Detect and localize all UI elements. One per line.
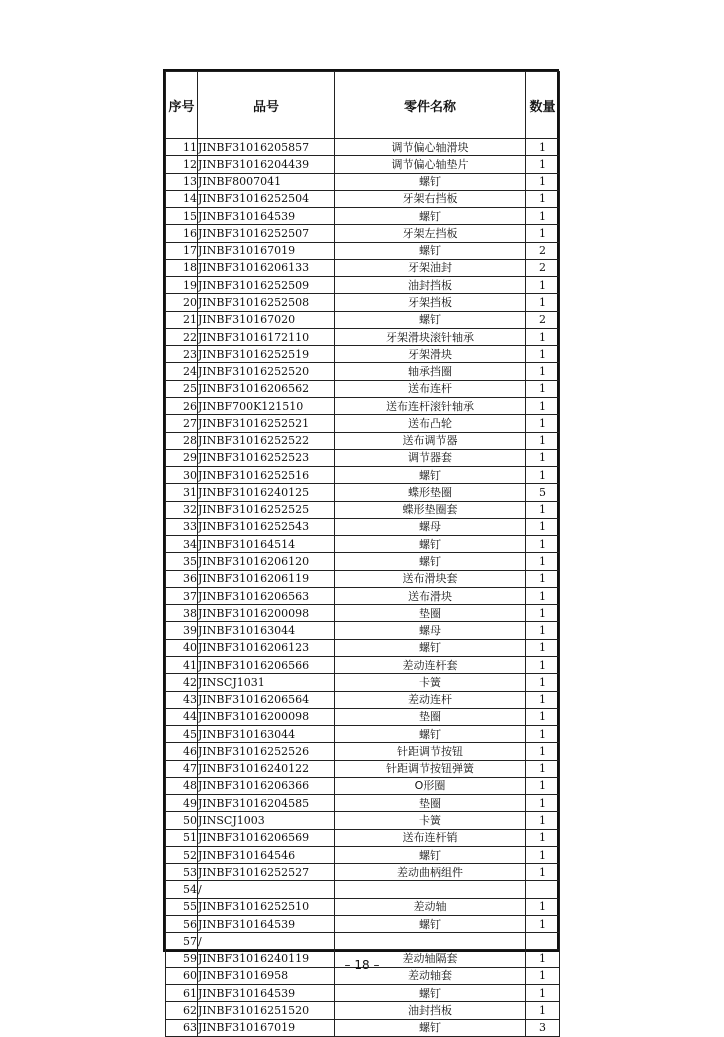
page-number: – 18 –	[344, 958, 380, 972]
cell-quantity: 1	[526, 812, 560, 829]
cell-serial-no: 35	[166, 553, 198, 570]
cell-part-code: JINBF31016206563	[198, 587, 335, 604]
cell-quantity: 1	[526, 380, 560, 397]
cell-part-code: /	[198, 933, 335, 950]
cell-serial-no: 45	[166, 726, 198, 743]
cell-serial-no: 20	[166, 294, 198, 311]
cell-part-code: JINBF31016252516	[198, 467, 335, 484]
cell-quantity: 1	[526, 708, 560, 725]
table-row	[166, 656, 560, 673]
cell-serial-no: 49	[166, 795, 198, 812]
cell-quantity: 1	[526, 225, 560, 242]
cell-quantity: 3	[526, 1019, 560, 1036]
header-quantity: 数量	[526, 72, 560, 139]
cell-quantity: 1	[526, 795, 560, 812]
table-row	[166, 225, 560, 242]
cell-part-name: O形圈	[335, 777, 526, 794]
cell-part-name: 送布滑块	[335, 587, 526, 604]
cell-part-name: 油封挡板	[335, 1002, 526, 1019]
table-row	[166, 190, 560, 207]
cell-part-code: JINBF31016252508	[198, 294, 335, 311]
cell-part-name: 送布凸轮	[335, 415, 526, 432]
cell-quantity: 1	[526, 277, 560, 294]
cell-quantity: 1	[526, 656, 560, 673]
cell-part-name: 螺钉	[335, 846, 526, 863]
cell-part-code: JINBF31016240122	[198, 760, 335, 777]
table-row	[166, 259, 560, 276]
cell-serial-no: 42	[166, 674, 198, 691]
cell-quantity: 1	[526, 570, 560, 587]
cell-quantity: 1	[526, 553, 560, 570]
cell-serial-no: 46	[166, 743, 198, 760]
table-row	[166, 639, 560, 656]
cell-serial-no: 33	[166, 518, 198, 535]
cell-serial-no: 51	[166, 829, 198, 846]
cell-part-name	[335, 881, 526, 898]
cell-part-code: JINBF31016252504	[198, 190, 335, 207]
table-row	[166, 346, 560, 363]
cell-part-name: 差动曲柄组件	[335, 864, 526, 881]
cell-quantity: 5	[526, 484, 560, 501]
cell-quantity: 1	[526, 898, 560, 915]
table-row	[166, 812, 560, 829]
cell-part-name: 螺钉	[335, 173, 526, 190]
table-row	[166, 432, 560, 449]
cell-serial-no: 55	[166, 898, 198, 915]
cell-part-code: JINBF31016252521	[198, 415, 335, 432]
cell-serial-no: 56	[166, 915, 198, 932]
cell-part-code: JINBF31016252523	[198, 449, 335, 466]
table-row	[166, 242, 560, 259]
cell-part-code: JINBF31016206123	[198, 639, 335, 656]
cell-quantity: 1	[526, 915, 560, 932]
cell-quantity: 1	[526, 328, 560, 345]
table-row	[166, 743, 560, 760]
cell-quantity: 1	[526, 190, 560, 207]
cell-part-code: JINBF31016252520	[198, 363, 335, 380]
cell-part-name: 牙架右挡板	[335, 190, 526, 207]
cell-part-code: JINBF31016252519	[198, 346, 335, 363]
cell-part-code: JINBF31016204439	[198, 156, 335, 173]
cell-part-name: 送布连杆销	[335, 829, 526, 846]
table-row	[166, 1019, 560, 1036]
table-row	[166, 1002, 560, 1019]
table-row	[166, 864, 560, 881]
cell-part-name: 垫圈	[335, 605, 526, 622]
cell-part-code: JINBF31016206120	[198, 553, 335, 570]
cell-serial-no: 52	[166, 846, 198, 863]
cell-part-code: JINBF310163044	[198, 622, 335, 639]
cell-serial-no: 23	[166, 346, 198, 363]
cell-part-code: JINBF31016206566	[198, 656, 335, 673]
cell-part-name: 牙架左挡板	[335, 225, 526, 242]
cell-part-code: JINBF31016200098	[198, 605, 335, 622]
table-row	[166, 726, 560, 743]
cell-part-code: JINBF8007041	[198, 173, 335, 190]
cell-part-code: JINBF31016958	[198, 967, 335, 984]
cell-quantity: 1	[526, 467, 560, 484]
table-row	[166, 985, 560, 1002]
cell-part-name: 送布滑块套	[335, 570, 526, 587]
cell-part-name	[335, 933, 526, 950]
cell-part-code: JINSCJ1003	[198, 812, 335, 829]
cell-part-name: 差动连杆	[335, 691, 526, 708]
cell-serial-no: 24	[166, 363, 198, 380]
header-part-code: 品号	[198, 72, 335, 139]
table-row	[166, 311, 560, 328]
cell-quantity: 1	[526, 743, 560, 760]
cell-part-name: 牙架挡板	[335, 294, 526, 311]
cell-part-code: JINBF310164539	[198, 985, 335, 1002]
cell-serial-no: 59	[166, 950, 198, 967]
cell-quantity: 1	[526, 294, 560, 311]
cell-serial-no: 47	[166, 760, 198, 777]
cell-quantity: 1	[526, 518, 560, 535]
cell-quantity: 1	[526, 622, 560, 639]
table-row	[166, 933, 560, 950]
cell-quantity: 1	[526, 760, 560, 777]
header-part-name: 零件名称	[335, 72, 526, 139]
cell-serial-no: 38	[166, 605, 198, 622]
table-row	[166, 173, 560, 190]
cell-part-name: 针距调节按钮	[335, 743, 526, 760]
table-row	[166, 829, 560, 846]
cell-part-code: JINBF31016240119	[198, 950, 335, 967]
cell-part-code: JINBF310167020	[198, 311, 335, 328]
cell-serial-no: 36	[166, 570, 198, 587]
cell-part-code: JINBF31016240125	[198, 484, 335, 501]
table-row	[166, 363, 560, 380]
cell-serial-no: 21	[166, 311, 198, 328]
cell-part-name: 差动轴	[335, 898, 526, 915]
cell-serial-no: 16	[166, 225, 198, 242]
table-row	[166, 587, 560, 604]
cell-serial-no: 27	[166, 415, 198, 432]
table-row	[166, 467, 560, 484]
cell-part-name: 蝶形垫圈	[335, 484, 526, 501]
cell-quantity: 1	[526, 397, 560, 414]
cell-quantity: 1	[526, 864, 560, 881]
cell-quantity: 1	[526, 415, 560, 432]
cell-part-name: 螺钉	[335, 1019, 526, 1036]
table-row	[166, 881, 560, 898]
cell-part-name: 油封挡板	[335, 277, 526, 294]
table-header-row	[166, 72, 560, 139]
cell-part-name: 垫圈	[335, 708, 526, 725]
cell-quantity: 1	[526, 363, 560, 380]
parts-table	[165, 71, 560, 1037]
cell-part-name: 轴承挡圈	[335, 363, 526, 380]
table-row	[166, 915, 560, 932]
cell-quantity: 1	[526, 156, 560, 173]
cell-serial-no: 50	[166, 812, 198, 829]
cell-part-name: 牙架滑块	[335, 346, 526, 363]
table-row	[166, 708, 560, 725]
cell-part-code: JINBF31016200098	[198, 708, 335, 725]
cell-serial-no: 12	[166, 156, 198, 173]
cell-serial-no: 63	[166, 1019, 198, 1036]
cell-quantity: 1	[526, 432, 560, 449]
cell-serial-no: 32	[166, 501, 198, 518]
table-row	[166, 553, 560, 570]
cell-part-code: JINBF31016172110	[198, 328, 335, 345]
cell-serial-no: 60	[166, 967, 198, 984]
cell-serial-no: 13	[166, 173, 198, 190]
cell-part-code: JINBF31016252522	[198, 432, 335, 449]
header-serial-no: 序号	[166, 72, 198, 139]
cell-part-name: 送布连杆滚针轴承	[335, 397, 526, 414]
table-row	[166, 277, 560, 294]
cell-quantity: 1	[526, 846, 560, 863]
table-row	[166, 622, 560, 639]
cell-part-name: 差动轴套	[335, 967, 526, 984]
cell-part-code: JINBF310164539	[198, 915, 335, 932]
cell-serial-no: 15	[166, 208, 198, 225]
cell-serial-no: 43	[166, 691, 198, 708]
cell-quantity: 2	[526, 259, 560, 276]
cell-part-name: 牙架滑块滚针轴承	[335, 328, 526, 345]
cell-serial-no: 19	[166, 277, 198, 294]
cell-quantity: 1	[526, 587, 560, 604]
cell-part-name: 差动轴隔套	[335, 950, 526, 967]
cell-part-code: JINBF31016252543	[198, 518, 335, 535]
table-row	[166, 484, 560, 501]
cell-quantity: 1	[526, 691, 560, 708]
cell-part-name: 调节偏心轴垫片	[335, 156, 526, 173]
table-row	[166, 691, 560, 708]
table-row	[166, 795, 560, 812]
table-row	[166, 674, 560, 691]
cell-part-name: 蝶形垫圈套	[335, 501, 526, 518]
cell-quantity: 1	[526, 674, 560, 691]
table-row	[166, 380, 560, 397]
table-row	[166, 501, 560, 518]
cell-part-name: 螺钉	[335, 311, 526, 328]
cell-quantity: 1	[526, 950, 560, 967]
cell-part-name: 针距调节按钮弹簧	[335, 760, 526, 777]
cell-quantity: 1	[526, 605, 560, 622]
cell-part-code: JINBF31016205857	[198, 139, 335, 156]
cell-quantity: 1	[526, 501, 560, 518]
table-row	[166, 208, 560, 225]
table-body	[166, 139, 560, 1037]
cell-part-code: JINBF31016206569	[198, 829, 335, 846]
cell-part-name: 螺母	[335, 518, 526, 535]
cell-part-code: JINBF31016252509	[198, 277, 335, 294]
cell-part-name: 螺钉	[335, 208, 526, 225]
cell-quantity	[526, 933, 560, 950]
cell-part-name: 送布调节器	[335, 432, 526, 449]
cell-part-code: JINBF310164539	[198, 208, 335, 225]
cell-part-name: 调节器套	[335, 449, 526, 466]
cell-serial-no: 62	[166, 1002, 198, 1019]
cell-quantity: 1	[526, 639, 560, 656]
cell-part-name: 牙架油封	[335, 259, 526, 276]
cell-part-name: 垫圈	[335, 795, 526, 812]
cell-serial-no: 28	[166, 432, 198, 449]
table-row	[166, 605, 560, 622]
cell-serial-no: 30	[166, 467, 198, 484]
cell-serial-no: 54	[166, 881, 198, 898]
cell-quantity: 1	[526, 967, 560, 984]
cell-serial-no: 18	[166, 259, 198, 276]
cell-quantity: 1	[526, 208, 560, 225]
cell-serial-no: 39	[166, 622, 198, 639]
cell-part-code: JINBF310167019	[198, 242, 335, 259]
cell-part-name: 螺钉	[335, 726, 526, 743]
cell-part-name: 送布连杆	[335, 380, 526, 397]
cell-quantity: 1	[526, 985, 560, 1002]
cell-quantity: 1	[526, 139, 560, 156]
cell-part-code: JINBF31016206366	[198, 777, 335, 794]
cell-quantity: 2	[526, 242, 560, 259]
cell-quantity: 1	[526, 1002, 560, 1019]
cell-part-name: 螺钉	[335, 985, 526, 1002]
cell-serial-no: 25	[166, 380, 198, 397]
table-row	[166, 777, 560, 794]
cell-part-code: JINBF310167019	[198, 1019, 335, 1036]
table-row	[166, 846, 560, 863]
table-row	[166, 570, 560, 587]
table-row	[166, 328, 560, 345]
cell-part-code: JINBF310164514	[198, 536, 335, 553]
cell-quantity: 1	[526, 346, 560, 363]
parts-table-frame	[163, 69, 559, 1035]
cell-part-code: JINBF31016206133	[198, 259, 335, 276]
cell-part-code: JINBF700K121510	[198, 397, 335, 414]
cell-part-name: 卡簧	[335, 812, 526, 829]
table-row	[166, 294, 560, 311]
cell-part-name: 螺钉	[335, 536, 526, 553]
cell-serial-no: 61	[166, 985, 198, 1002]
cell-part-code: JINBF31016252526	[198, 743, 335, 760]
cell-serial-no: 37	[166, 587, 198, 604]
cell-quantity: 1	[526, 726, 560, 743]
cell-part-code: JINBF31016252507	[198, 225, 335, 242]
table-row	[166, 518, 560, 535]
cell-serial-no: 11	[166, 139, 198, 156]
table-row	[166, 415, 560, 432]
cell-serial-no: 22	[166, 328, 198, 345]
cell-serial-no: 40	[166, 639, 198, 656]
cell-serial-no: 57	[166, 933, 198, 950]
cell-part-name: 螺钉	[335, 915, 526, 932]
cell-part-name: 螺钉	[335, 553, 526, 570]
cell-serial-no: 48	[166, 777, 198, 794]
cell-quantity: 2	[526, 311, 560, 328]
cell-part-name: 卡簧	[335, 674, 526, 691]
cell-part-code: JINBF310163044	[198, 726, 335, 743]
cell-part-code: JINBF31016206564	[198, 691, 335, 708]
cell-serial-no: 29	[166, 449, 198, 466]
cell-serial-no: 34	[166, 536, 198, 553]
cell-quantity: 1	[526, 829, 560, 846]
cell-quantity: 1	[526, 173, 560, 190]
cell-quantity: 1	[526, 777, 560, 794]
table-row	[166, 397, 560, 414]
cell-quantity: 1	[526, 536, 560, 553]
cell-part-name: 螺钉	[335, 467, 526, 484]
cell-serial-no: 26	[166, 397, 198, 414]
cell-serial-no: 14	[166, 190, 198, 207]
cell-serial-no: 17	[166, 242, 198, 259]
cell-part-code: JINSCJ1031	[198, 674, 335, 691]
cell-quantity: 1	[526, 449, 560, 466]
cell-part-code: JINBF310164546	[198, 846, 335, 863]
table-row	[166, 536, 560, 553]
cell-quantity	[526, 881, 560, 898]
cell-part-code: JINBF31016204585	[198, 795, 335, 812]
cell-serial-no: 41	[166, 656, 198, 673]
cell-part-code: JINBF31016252525	[198, 501, 335, 518]
cell-part-code: JINBF31016251520	[198, 1002, 335, 1019]
cell-part-code: /	[198, 881, 335, 898]
table-row	[166, 156, 560, 173]
table-row	[166, 449, 560, 466]
cell-part-code: JINBF31016206562	[198, 380, 335, 397]
cell-part-name: 螺钉	[335, 242, 526, 259]
table-row	[166, 760, 560, 777]
cell-part-name: 螺钉	[335, 639, 526, 656]
cell-serial-no: 31	[166, 484, 198, 501]
cell-part-name: 差动连杆套	[335, 656, 526, 673]
cell-serial-no: 44	[166, 708, 198, 725]
cell-part-code: JINBF31016252510	[198, 898, 335, 915]
table-row	[166, 139, 560, 156]
cell-part-name: 螺母	[335, 622, 526, 639]
cell-part-code: JINBF31016206119	[198, 570, 335, 587]
cell-part-code: JINBF31016252527	[198, 864, 335, 881]
cell-part-name: 调节偏心轴滑块	[335, 139, 526, 156]
table-row	[166, 898, 560, 915]
cell-serial-no: 53	[166, 864, 198, 881]
